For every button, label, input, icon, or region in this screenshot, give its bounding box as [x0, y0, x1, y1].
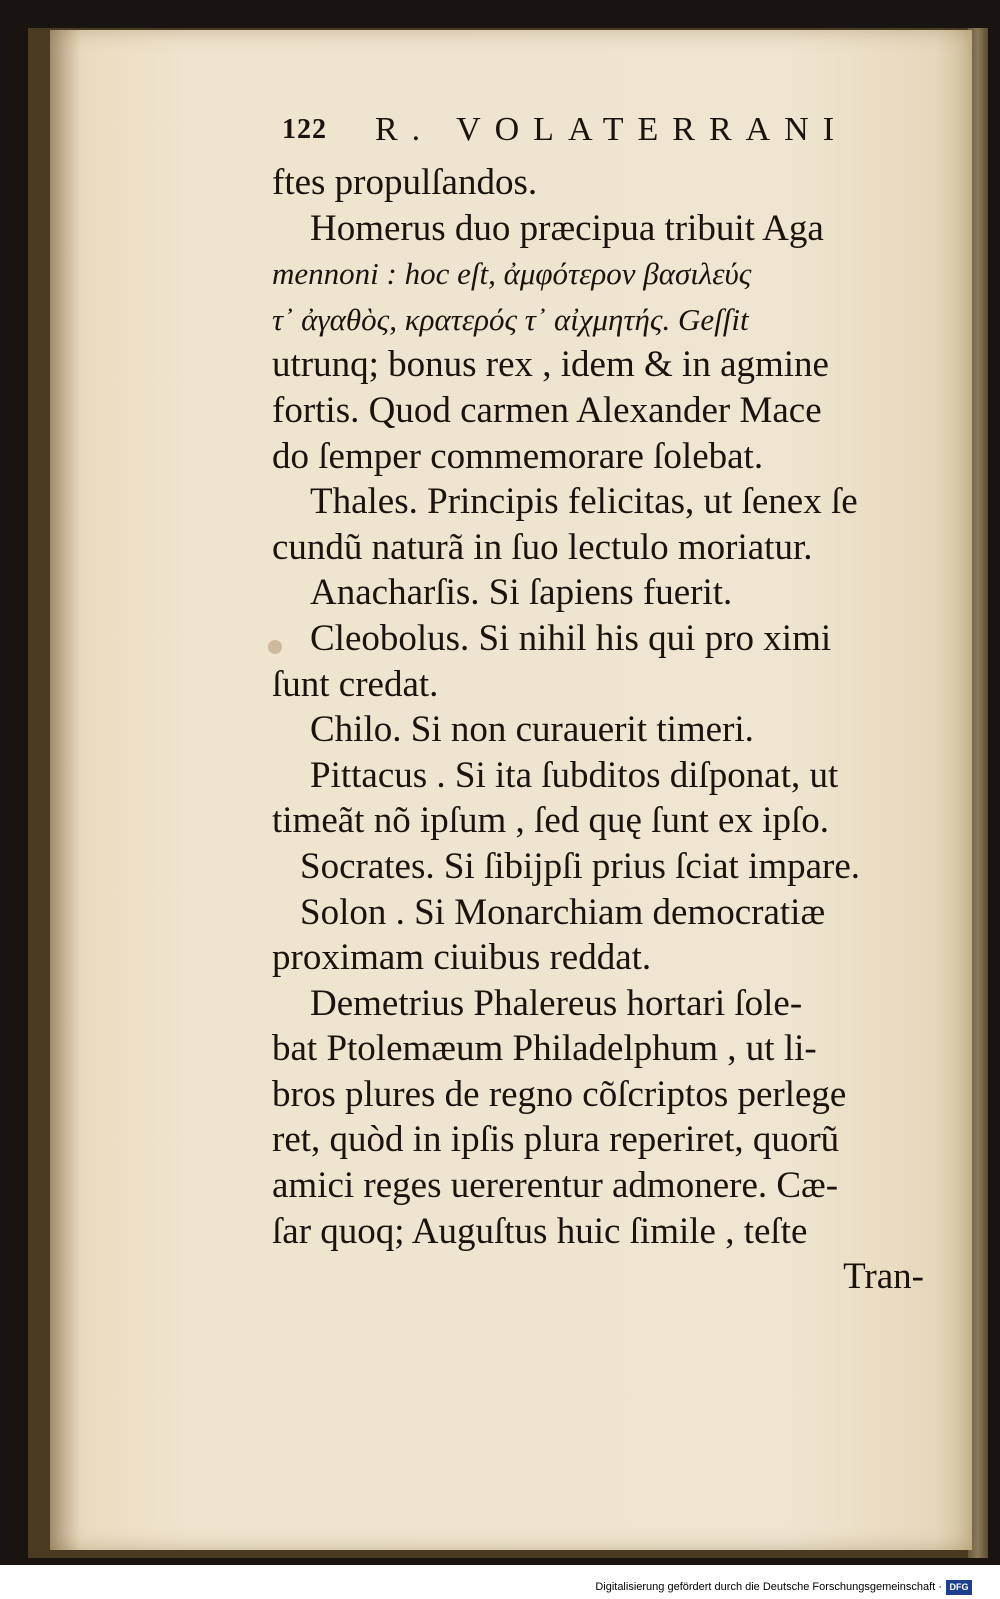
- text-line: bat Ptolemæum Philadelphum , ut li-: [272, 1028, 817, 1070]
- text-line: Thales. Principis felicitas, ut ſenex ſe: [310, 481, 858, 523]
- text-block: [272, 160, 934, 1300]
- text-line: ftes propulſandos.: [272, 162, 538, 203]
- text-line: Demetrius Phalereus hortari ſole-: [310, 982, 803, 1024]
- text-line: utrunq; bonus rex , idem & in agmine: [272, 344, 829, 386]
- text-line: τ᾿ ἀγαθὸς, κρατερός τ᾿ αἰχμητής. Geſſit: [272, 301, 749, 337]
- dfg-logo: DFG: [946, 1580, 972, 1595]
- catchword: Tran-: [843, 1256, 924, 1298]
- text-line: Cleobolus. Si nihil his qui pro ximi: [310, 617, 832, 659]
- gutter-shadow: [50, 30, 80, 1550]
- text-line: ret, quòd in ipſis plura reperiret, quorũ: [272, 1119, 840, 1161]
- text-line: fortis. Quod carmen Alexander Mace: [272, 389, 822, 431]
- text-line: ſunt credat.: [272, 663, 439, 705]
- page-number: 122: [282, 114, 327, 145]
- footer-bar: [0, 1565, 1000, 1599]
- text-line: do ſemper commemorare ſolebat.: [272, 435, 764, 477]
- text-line: amici reges uererentur admonere. Cæ-: [272, 1165, 839, 1207]
- text-line: proximam ciuibus reddat.: [272, 937, 652, 979]
- running-head: R. VOLATERRANI: [375, 111, 849, 148]
- text-line: Anacharſis. Si ſapiens fuerit.: [310, 572, 733, 614]
- text-line: bros plures de regno cõſcriptos perlege: [272, 1073, 847, 1115]
- text-line: ſar quoq; Auguſtus huic ſimile , teſte: [272, 1210, 808, 1252]
- text-line: timeãt nõ ipſum , ſed quę ſunt ex ipſo.: [272, 800, 829, 842]
- funding-credit: Digitalisierung gefördert durch die Deutsche Forschungsgemeinschaft ·: [595, 1581, 942, 1593]
- text-line: Socrates. Si ſibijpſi prius ſciat imparе.: [300, 845, 861, 887]
- page-header: [282, 108, 932, 152]
- text-line: cundũ naturã in ſuo lectulo moriatur.: [272, 526, 813, 568]
- text-line: Chilo. Si non curauerit timeri.: [310, 709, 754, 751]
- text-line: Pittacus . Si ita ſubditos diſponat, ut: [310, 754, 839, 796]
- text-line: mennoni : hoc eſt, ἀμφότερον βασιλεύς: [272, 256, 752, 292]
- text-line: Solon . Si Monarchiam democratiæ: [300, 891, 826, 933]
- text-line: Homerus duo præcipua tribuit Aga: [310, 207, 824, 249]
